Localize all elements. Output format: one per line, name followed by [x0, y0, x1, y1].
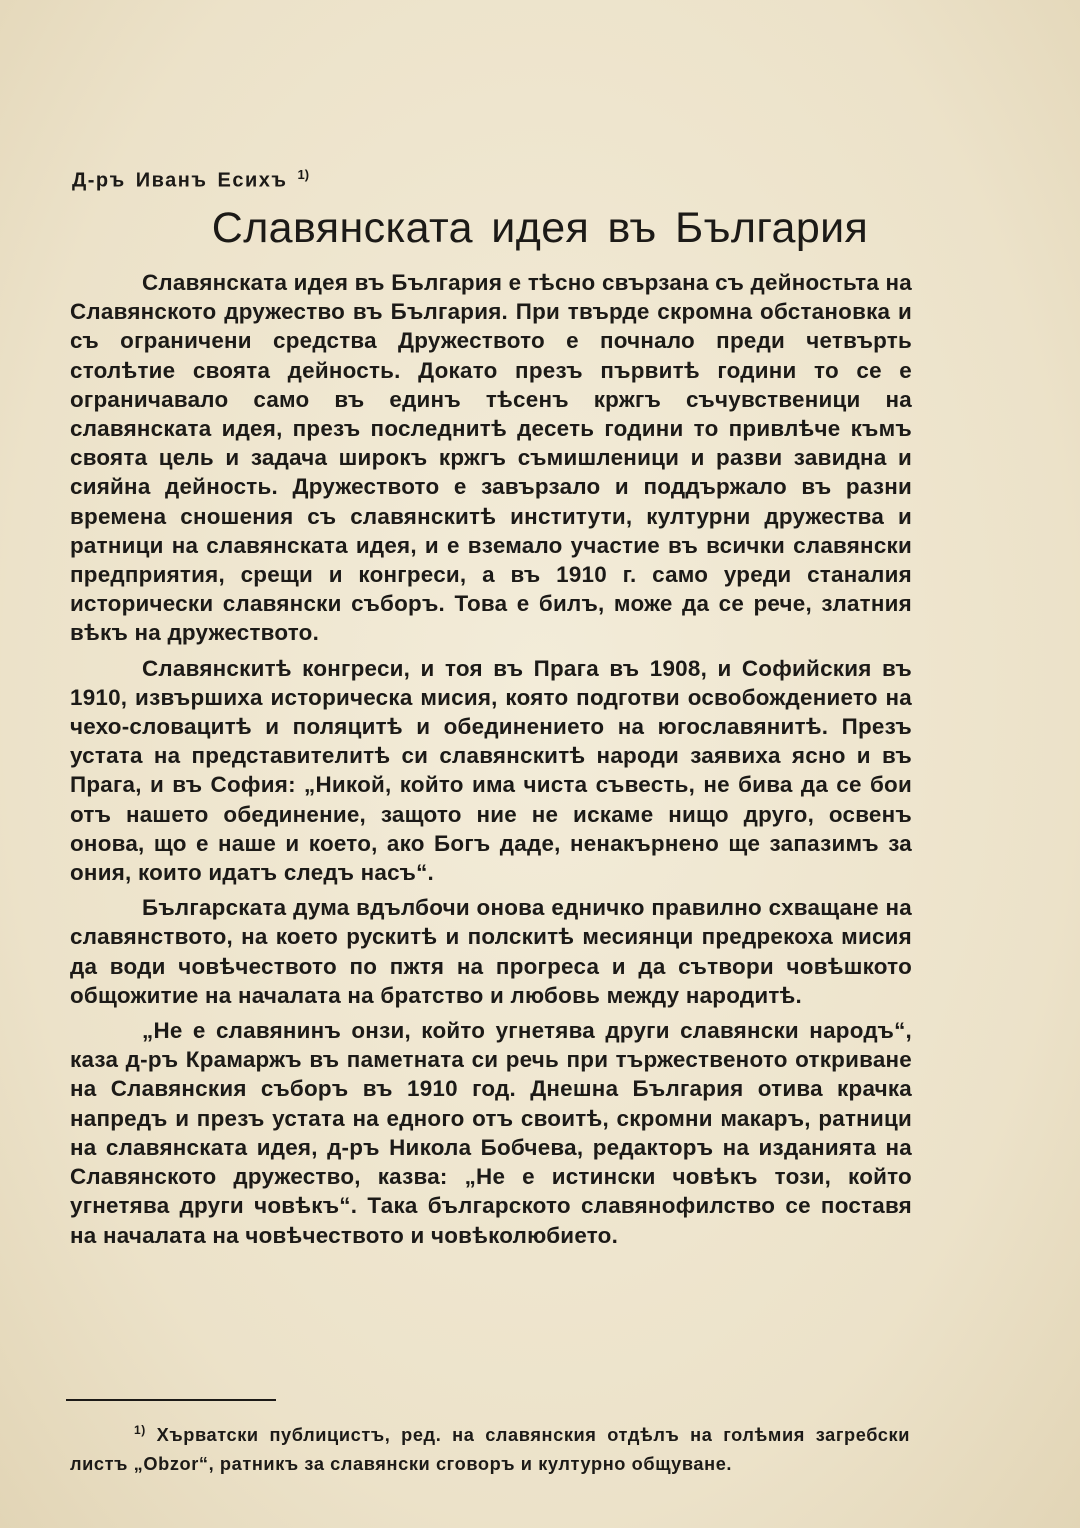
article-body: [70, 268, 912, 1256]
article-title: Славянската идея въ България: [211, 204, 869, 252]
paragraph-1: Славянската идея въ България е тѣсно свързана съ дейностьта на Славянското дружество въ България. При твърде скромна обстановка и съ ограничени средства Дружеството е почнало преди четвърть столѣтие своята дейность. Докато презъ първитѣ години то се е ограничавало само въ единъ тѣсенъ кржгъ съчувственици на славянската идея, презъ последнитѣ десеть години то привлѣче къмъ своята цель и задача широкъ кржгъ съмишленици и разви завидна и сияйна дейность. Дружеството е завързало и поддържало въ разни времена сношения съ славянскитѣ институти, културни дружества и ратници на славянската идея, и е вземало участие въ всички славянски предприятия, срещи и конгреси, а въ 1910 г. само уреди станалия исторически славянски съборъ. Това е билъ, може да се рече, златния вѣкъ на дружеството.: [70, 270, 912, 646]
author-footnote-marker: 1): [297, 167, 310, 182]
paragraph-2: Славянскитѣ конгреси, и тоя въ Прага въ 1908, и Софийския въ 1910, извършиха историческа мисия, която подготви освобождението на чехо-словацитѣ и поляцитѣ и обединението на югославянитѣ. Презъ устата на представителитѣ си славянскитѣ народи заявиха ясно и въ Прага, и въ София: „Никой, който има чиста съвесть, не бива да се бои отъ нашето обединение, защото ние не искаме нищо друго, освенъ онова, що е наше и което, ако Богъ даде, ненакърнено ще запазимъ за ония, които идатъ следъ насъ“.: [70, 655, 912, 886]
footnote-text: Хърватски публицистъ, ред. на славянския отдѣлъ на голѣмия загребски листъ „Obzor“, ратникъ за славянски сговоръ и културно общуване.: [70, 1425, 910, 1475]
author-line: [72, 167, 309, 193]
footnote-divider: [66, 1399, 276, 1401]
author-name: Д-ръ Иванъ Есихъ: [72, 169, 288, 192]
footnote-marker: 1): [134, 1423, 146, 1437]
paragraph-3: Българската дума вдълбочи онова едничко правилно схващане на славянството, на което рускитѣ и полскитѣ месиянци предрекоха мисия да води човѣчеството по пжтя на прогреса и да сътвори човѣшкото общожитие на началата на братство и любовь между народитѣ.: [70, 895, 912, 1008]
paragraph-4: „Не е славянинъ онзи, който угнетява други славянски народъ“, каза д-ръ Крамаржъ въ паметната си речь при тържественото откриване на Славянския съборъ въ 1910 год. Днешна България отива крачка напредъ и презъ устата на едного отъ своитѣ, скромни макаръ, ратници на славянската идея, д-ръ Никола Бобчева, редакторъ на изданията на Славянското дружество, казва: „Не е истински човѣкъ този, който угнетява други човѣкъ“. Така българското славянофилство се поставя на началата на човѣчеството и човѣколюбието.: [70, 1018, 912, 1248]
footnote: [70, 1416, 910, 1479]
